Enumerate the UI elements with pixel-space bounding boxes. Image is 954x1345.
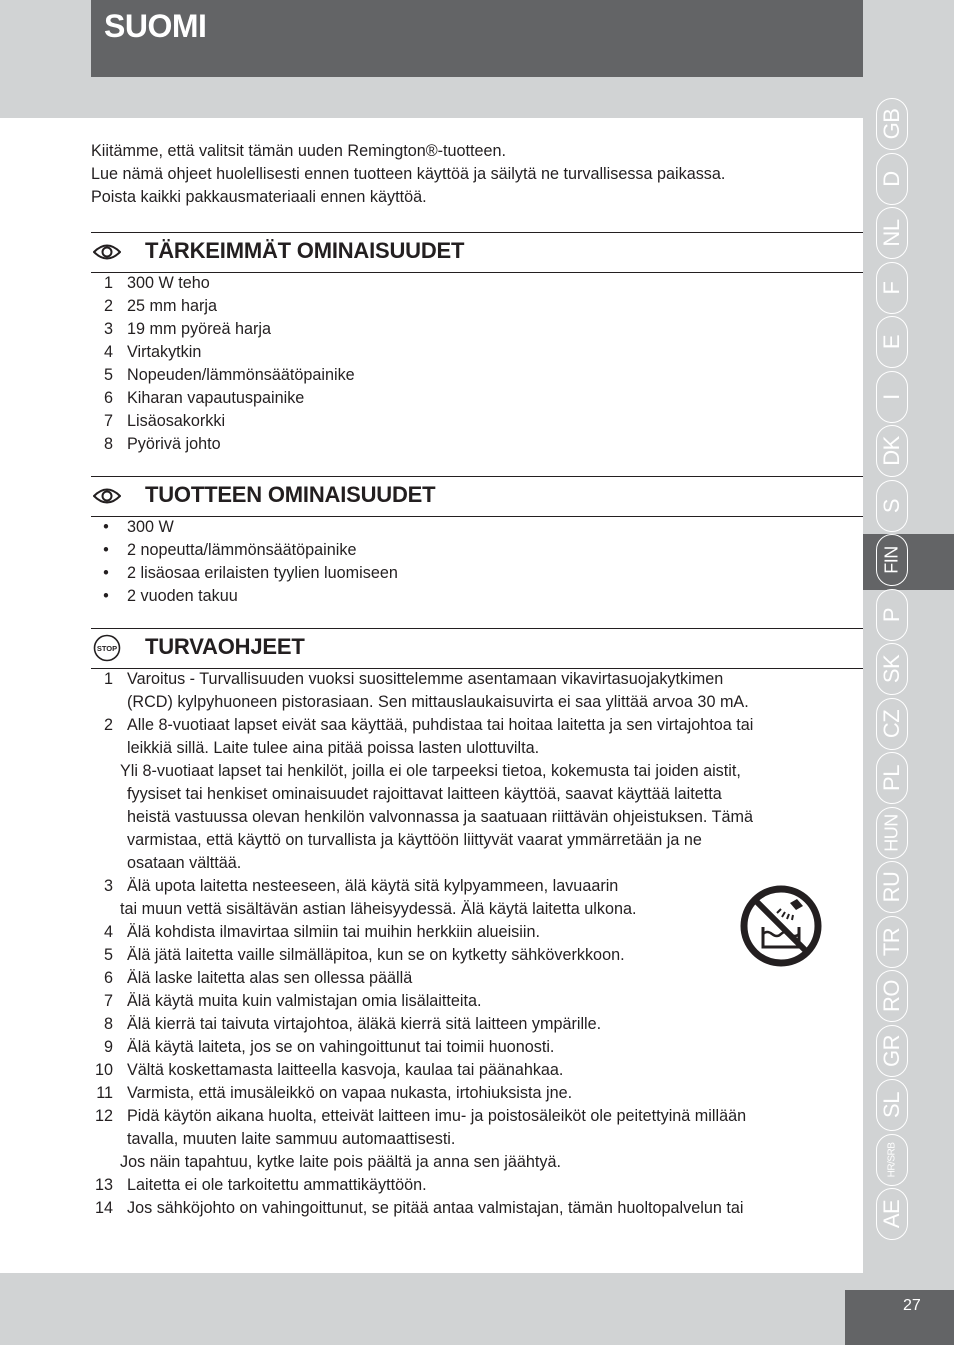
language-tab-f[interactable] — [876, 262, 908, 314]
list-item-text: 2 lisäosaa erilaisten tyylien luomiseen — [127, 564, 398, 582]
language-tab-i[interactable] — [876, 371, 908, 423]
list-item-text: 2 nopeutta/lämmönsäätöpainike — [127, 541, 357, 559]
language-code: HUN — [881, 813, 902, 852]
safety-row-number: 12 — [94, 1107, 113, 1125]
safety-row-text: Älä upota laitetta nesteeseen, älä käytä sitä kylpyammeen, lavuaarin — [127, 877, 619, 895]
safety-row-text: Älä käytä laiteta, jos se on vahingoittunut tai toimii huonosti. — [127, 1038, 555, 1056]
language-code: DK — [879, 436, 904, 466]
list-item — [91, 341, 863, 364]
safety-row-text: Pidä käytön aikana huolta, etteivät laitteen imu- ja poistosäleiköt ole peitettyinä millään — [127, 1107, 747, 1125]
safety-row-number: 9 — [103, 1038, 113, 1056]
language-tab-fin[interactable] — [876, 534, 908, 586]
safety-row-text: Älä kohdista ilmavirtaa silmiin tai muihin herkkiin alueisiin. — [127, 923, 540, 941]
safety-row-text: Laitetta ei ole tarkoitettu ammattikäyttöön. — [127, 1176, 427, 1194]
section-title: TURVAOHJEET — [145, 634, 305, 659]
language-tab-tr[interactable] — [876, 916, 908, 968]
language-tab-gr[interactable] — [876, 1025, 908, 1077]
list-item-text: Kiharan vapautuspainike — [127, 389, 305, 407]
stop-sign-icon — [93, 634, 121, 662]
list-item-text: 300 W — [127, 518, 174, 536]
language-tab-d[interactable] — [876, 153, 908, 205]
eye-icon — [93, 486, 121, 506]
list-item-number: • — [103, 564, 109, 582]
safety-row-text: tavalla, muuten laite sammuu automaattisesti. — [127, 1130, 456, 1148]
language-tab-cz[interactable] — [876, 698, 908, 750]
list-item-number: 8 — [103, 435, 113, 453]
language-tab-sk[interactable] — [876, 643, 908, 695]
safety-row — [91, 1082, 863, 1105]
safety-row-text: Jos näin tapahtuu, kytke laite pois päältä ja anna sen jäähtyä. — [120, 1153, 561, 1171]
language-code: PL — [879, 765, 904, 791]
safety-row-number: 6 — [103, 969, 113, 987]
list-item — [91, 318, 863, 341]
safety-row — [91, 1151, 863, 1174]
safety-row-text: leikkiä sillä. Laite tulee aina pitää poissa lasten ulottuvilta. — [127, 739, 540, 757]
list-item-text: Virtakytkin — [127, 343, 202, 361]
language-tab-e[interactable] — [876, 316, 908, 368]
safety-row — [91, 852, 863, 875]
safety-row-text: (RCD) kylpyhuoneen pistorasiaan. Sen mittauslaukaisuvirta ei saa ylittää arvoa 30 mA. — [127, 693, 749, 711]
language-code: SK — [879, 654, 904, 684]
language-tab-dk[interactable] — [876, 425, 908, 477]
list-item-text: Nopeuden/lämmönsäätöpainike — [127, 366, 355, 384]
safety-row-number: 14 — [94, 1199, 113, 1217]
language-sidebar — [863, 95, 922, 1255]
language-code: GR — [879, 1034, 904, 1067]
safety-row — [91, 1197, 863, 1220]
list-item — [91, 433, 863, 456]
list-item-text: 2 vuoden takuu — [127, 587, 238, 605]
language-code: E — [879, 334, 904, 350]
safety-row — [91, 714, 863, 737]
safety-row-text: Yli 8-vuotiaat lapset tai henkilöt, joilla ei ole tarpeeksi tietoa, kokemusta tai joiden aistit, — [120, 762, 741, 780]
list-item-number: • — [103, 587, 109, 605]
intro-line: Poista kaikki pakkausmateriaali ennen käyttöä. — [91, 188, 427, 206]
safety-row — [91, 691, 863, 714]
safety-row — [91, 668, 863, 691]
list-item-text: 19 mm pyöreä harja — [127, 320, 271, 338]
language-tab-nl[interactable] — [876, 207, 908, 259]
list-item — [91, 364, 863, 387]
language-tab-ae[interactable] — [876, 1188, 908, 1240]
section-header-key-features — [91, 232, 863, 273]
safety-row-number: 13 — [94, 1176, 113, 1194]
safety-row-text: osataan välttää. — [127, 854, 242, 872]
list-item-number: • — [103, 541, 109, 559]
list-item-number: 2 — [103, 297, 113, 315]
safety-row — [91, 1036, 863, 1059]
language-code: P — [879, 607, 904, 622]
list-item — [91, 295, 863, 318]
list-item-text: 300 W teho — [127, 274, 210, 292]
safety-row — [91, 1013, 863, 1036]
safety-row-text: Älä jätä laitetta vaille silmälläpitoa, kun se on kytketty sähköverkkoon. — [127, 946, 625, 964]
safety-row-number: 1 — [103, 670, 113, 688]
safety-row — [91, 1128, 863, 1151]
section-header-safety — [91, 628, 863, 669]
safety-row-text: Varoitus - Turvallisuuden vuoksi suosittelemme asentamaan vikavirtasuojakytkimen — [127, 670, 724, 688]
language-tab-ro[interactable] — [876, 970, 908, 1022]
safety-row-number: 11 — [96, 1084, 113, 1102]
list-item-number: 5 — [103, 366, 113, 384]
list-item-number: 7 — [103, 412, 113, 430]
safety-row — [91, 1174, 863, 1197]
language-code: FIN — [881, 546, 902, 574]
safety-row-text: Alle 8-vuotiaat lapset eivät saa käyttää, puhdistaa tai hoitaa laitetta ja sen virtajohtoa tai — [127, 716, 754, 734]
language-tab-s[interactable] — [876, 480, 908, 532]
language-code: SL — [879, 1092, 904, 1118]
language-code: I — [879, 393, 904, 400]
header-bar — [91, 0, 863, 77]
list-item — [91, 516, 863, 539]
language-code: AE — [879, 1199, 904, 1229]
language-code: RO — [879, 980, 904, 1012]
section-header-product-features — [91, 476, 863, 517]
list-item — [91, 410, 863, 433]
language-code: S — [879, 498, 904, 513]
safety-row-number: 8 — [103, 1015, 113, 1033]
section-title: TÄRKEIMMÄT OMINAISUUDET — [145, 238, 465, 263]
list-item-text: Lisäosakorkki — [127, 412, 226, 430]
language-code: RU — [879, 871, 904, 903]
language-code: HR/SRB — [886, 1142, 898, 1177]
list-item-number: 3 — [103, 320, 113, 338]
list-item-number: 6 — [103, 389, 113, 407]
safety-row — [91, 1059, 863, 1082]
safety-row-text: Älä laske laitetta alas sen ollessa päällä — [127, 969, 413, 987]
product-features-list — [91, 516, 863, 608]
main-content — [91, 140, 863, 1220]
safety-row-text: fyysiset tai henkiset ominaisuudet rajoittavat laitteen käyttöä, saavat käyttää laitetta — [127, 785, 722, 803]
list-item-text: Pyörivä johto — [127, 435, 221, 453]
language-code: CZ — [879, 709, 904, 738]
no-water-icon — [738, 885, 824, 967]
safety-row — [91, 783, 863, 806]
safety-row-text: Vältä koskettamasta laitteella kasvoja, kaulaa tai päänahkaa. — [127, 1061, 564, 1079]
footer-box — [337, 1273, 863, 1345]
safety-row-number: 3 — [103, 877, 113, 895]
list-item — [91, 562, 863, 585]
language-code: GB — [879, 108, 904, 140]
list-item — [91, 272, 863, 295]
safety-row — [91, 806, 863, 829]
safety-row-number: 4 — [103, 923, 113, 941]
language-tab-sl[interactable] — [876, 1079, 908, 1131]
safety-row — [91, 760, 863, 783]
intro-text — [91, 140, 863, 209]
language-tab-hr-srb[interactable] — [876, 1134, 908, 1186]
safety-row-text: Jos sähköjohto on vahingoittunut, se pitää antaa valmistajan, tämän huoltopalvelun tai — [127, 1199, 744, 1217]
safety-row-text: Älä käytä muita kuin valmistajan omia lisälaitteita. — [127, 992, 482, 1010]
list-item-text: 25 mm harja — [127, 297, 217, 315]
safety-row — [91, 737, 863, 760]
safety-row-number: 10 — [94, 1061, 113, 1079]
safety-row-number: 5 — [103, 946, 113, 964]
key-features-list — [91, 272, 863, 456]
safety-row-number: 7 — [103, 992, 113, 1010]
safety-row — [91, 1105, 863, 1128]
language-code: NL — [879, 219, 904, 247]
list-item-number: 1 — [103, 274, 113, 292]
section-title: TUOTTEEN OMINAISUUDET — [145, 482, 436, 507]
page-title: SUOMI — [104, 8, 207, 44]
safety-row-text: Varmista, että imusäleikkö on vapaa nukasta, irtohiuksista jne. — [127, 1084, 573, 1102]
safety-row-text: Älä kierrä tai taivuta virtajohtoa, äläkä kierrä sitä laitteen ympärille. — [127, 1015, 602, 1033]
safety-row-number: 2 — [103, 716, 113, 734]
safety-row-text: tai muun vettä sisältävän astian läheisyydessä. Älä käytä laitetta ulkona. — [120, 900, 637, 918]
eye-icon — [93, 242, 121, 262]
page-number-box — [845, 1290, 954, 1345]
list-item-number: • — [103, 518, 109, 536]
list-item — [91, 539, 863, 562]
language-tab-p[interactable] — [876, 589, 908, 641]
list-item — [91, 387, 863, 410]
list-item — [91, 585, 863, 608]
safety-row — [91, 829, 863, 852]
language-tab-pl[interactable] — [876, 752, 908, 804]
safety-row — [91, 990, 863, 1013]
language-tab-gb[interactable] — [876, 98, 908, 150]
intro-line: Kiitämme, että valitsit tämän uuden Remington®-tuotteen. — [91, 142, 507, 160]
safety-row — [91, 967, 863, 990]
language-code: F — [879, 281, 904, 294]
safety-row-text: heistä vastuussa olevan henkilön valvonnassa ja saatuaan riittävän ohjeistuksen. Tämä — [127, 808, 754, 826]
language-tab-hun[interactable] — [876, 807, 908, 859]
safety-row-text: varmistaa, että käyttö on turvallista ja käyttöön liittyvät vaarat ymmärretään ja ne — [127, 831, 702, 849]
stop-sign-text: STOP — [96, 644, 118, 653]
language-code: D — [879, 170, 904, 187]
intro-line: Lue nämä ohjeet huolellisesti ennen tuotteen käyttöä ja säilytä ne turvallisessa paikassa. — [91, 165, 726, 183]
language-tab-ru[interactable] — [876, 861, 908, 913]
language-code: TR — [879, 927, 904, 956]
list-item-number: 4 — [103, 343, 113, 361]
page-number: 27 — [903, 1297, 921, 1314]
